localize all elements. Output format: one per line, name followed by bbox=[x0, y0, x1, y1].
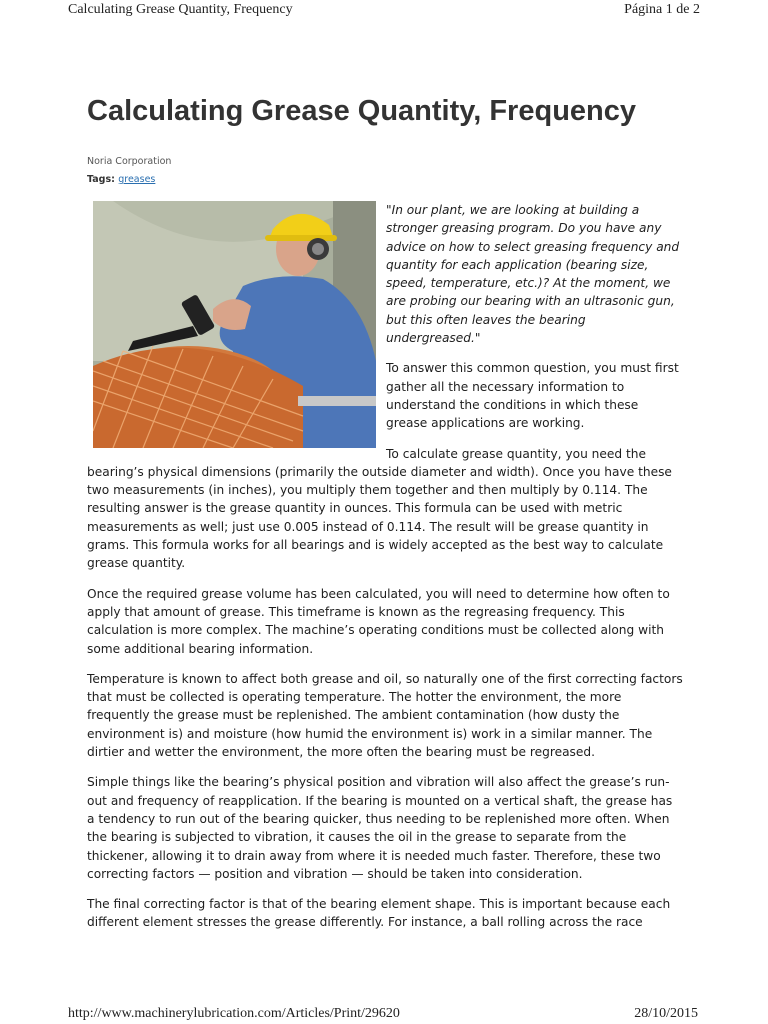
article-tags bbox=[87, 174, 683, 185]
paragraph-2: To calculate grease quantity, you need the bearing’s physical dimensions (primarily the outside diameter and width). Once you have these two measurements (in inches), you multiply them together and then multiply by 0.114. The resulting answer is the grease quantity in ounces. This formula can be used with metric measurements as well; just use 0.005 instead of 0.114. The result will be grease quantity in grams. This formula works for all bearings and is widely accepted as the best way to calculate grease quantity. bbox=[87, 446, 672, 571]
paragraph-3: Once the required grease volume has been calculated, you will need to determine how often to apply that amount of grease. This timeframe is known as the regreasing frequency. This calculation is more complex. The machine’s operating conditions must be collected along with some additional bearing information. bbox=[87, 586, 670, 656]
print-header bbox=[68, 2, 700, 20]
article-quote: "In our plant, we are looking at building a stronger greasing program. Do you have any advice on how to select greasing frequency and quantity for each application (bearing size, speed, temperature, etc.)? At the moment, we are probing our bearing with an ultrasonic gun, but this often leaves the bearing undergreased." bbox=[386, 203, 680, 346]
technician-photo-illustration bbox=[93, 201, 376, 448]
article bbox=[87, 92, 683, 944]
paragraph-6: The final correcting factor is that of the bearing element shape. This is important because each different element stresses the grease differently. For instance, a ball rolling across the race bbox=[87, 897, 671, 930]
article-title: Calculating Grease Quantity, Frequency bbox=[87, 95, 637, 127]
print-footer-url: http://www.machinerylubrication.com/Articles/Print/29620 bbox=[68, 1006, 400, 1021]
print-footer-date: 28/10/2015 bbox=[634, 1006, 698, 1021]
print-footer bbox=[68, 1006, 698, 1024]
paragraph-4: Temperature is known to affect both grease and oil, so naturally one of the first correcting factors that must be collected is operating temperature. The hotter the environment, the more frequently the grease must be replenished. The ambient contamination (how dusty the environment is) and moisture (how humid the environment is) work in a similar manner. The dirtier and wetter the environment, the more often the bearing must be regreased. bbox=[87, 671, 683, 760]
print-page-number: Página 1 de 2 bbox=[624, 2, 700, 17]
tags-label: Tags: bbox=[87, 174, 115, 185]
article-author: Noria Corporation bbox=[87, 156, 172, 167]
paragraph-5: Simple things like the bearing’s physical position and vibration will also affect the grease’s run-out and frequency of reapplication. If the bearing is mounted on a vertical shaft, the grease has a tendency to run out of the bearing quicker, thus needing to be replenished more often. When the bearing is subjected to vibration, it causes the oil in the grease to separate from the thickener, allowing it to drain away from where it is needed much faster. Therefore, these two correcting factors — position and vibration — should be taken into consideration. bbox=[87, 775, 673, 881]
article-photo bbox=[93, 201, 376, 448]
print-header-title: Calculating Grease Quantity, Frequency bbox=[68, 2, 293, 17]
tag-link-greases[interactable]: greases bbox=[118, 174, 156, 185]
paragraph-1: To answer this common question, you must first gather all the necessary information to understand the conditions in which these grease applications are working. bbox=[386, 361, 679, 431]
article-body bbox=[87, 201, 683, 932]
